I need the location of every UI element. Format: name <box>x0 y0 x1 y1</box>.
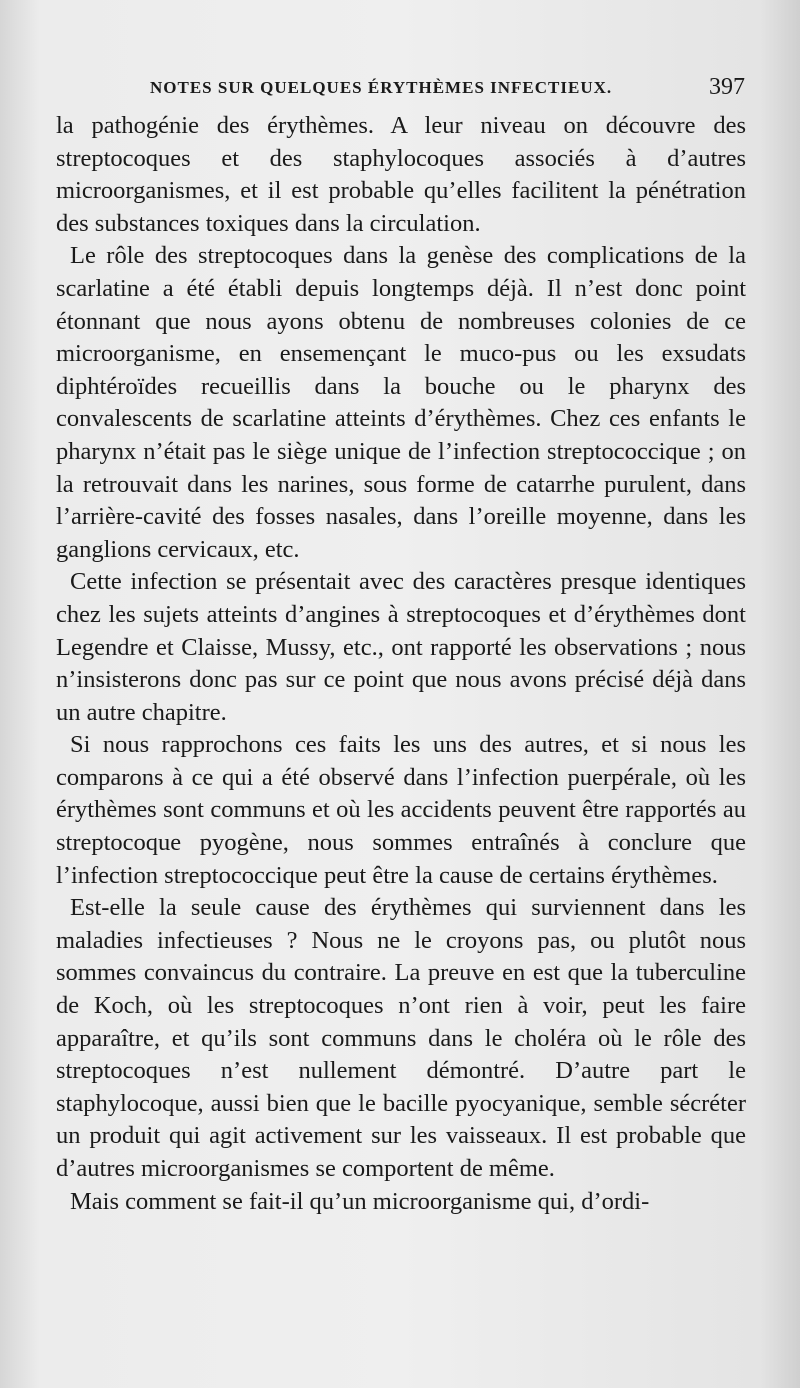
paragraph-puerperal-comparison: Si nous rapprochons ces faits les uns des autres, et si nous les comparons à ce qui a été observé dans l’infection puerpérale, où les érythèmes sont communs et où les accidents peuvent être rapportés au streptocoque pyogène, nous sommes entraînés à conclure que l’infection streptococcique peut être la cause de certains érythèmes. <box>56 731 746 889</box>
running-title: NOTES SUR QUELQUES ÉRYTHÈMES INFECTIEUX. <box>150 78 613 97</box>
page-header <box>40 74 745 104</box>
page-number: 397 <box>709 74 745 100</box>
paragraph-infection-angines: Cette infection se présentait avec des caractères presque identiques chez les sujets atteints d’angines à streptocoques et d’érythèmes dont Legendre et Claisse, Mussy, etc., ont rapporté les observations ; nous n’insisterons donc pas sur ce point que nous avons précisé déjà dans un autre chapitre. <box>56 568 746 726</box>
body-text <box>56 110 746 1218</box>
paragraph-continued: la pathogénie des érythèmes. A leur niveau on découvre des streptocoques et des staphylocoques associés à d’autres microorganismes, et il est probable qu’elles facilitent la pénétration des substances toxiques dans la circulation. <box>56 112 746 237</box>
paragraph-other-causes: Est-elle la seule cause des érythèmes qui surviennent dans les maladies infectieuses ? Nous ne le croyons pas, ou plutôt nous sommes convaincus du contraire. La preuve en est que la tuberculine de Koch, où les streptocoques n’ont rien à voir, peut les faire apparaître, et qu’ils sont communs dans le choléra où le rôle des streptocoques n’est nullement démontré. D’autre part le staphylocoque, aussi bien que le bacille pyocyanique, semble sécréter un produit qui agit activement sur les vaisseaux. Il est probable que d’autres microorganismes se comportent de même. <box>56 894 746 1182</box>
paragraph-streptococci-scarlatina: Le rôle des streptocoques dans la genèse des complications de la scarlatine a été établi depuis longtemps déjà. Il n’est donc point étonnant que nous ayons obtenu de nombreuses colonies de ce microorganisme, en ensemençant le muco-pus ou les exsudats diphtéroïdes recueillis dans la bouche ou le pharynx des convalescents de scarlatine atteints d’érythèmes. Chez ces enfants le pharynx n’était pas le siège unique de l’infection streptococcique ; on la retrouvait dans les narines, sous forme de catarrhe purulent, dans l’arrière-cavité des fosses nasales, dans l’oreille moyenne, dans les ganglions cervicaux, etc. <box>56 242 746 563</box>
paragraph-question: Mais comment se fait-il qu’un microorganisme qui, d’ordi- <box>70 1187 650 1215</box>
